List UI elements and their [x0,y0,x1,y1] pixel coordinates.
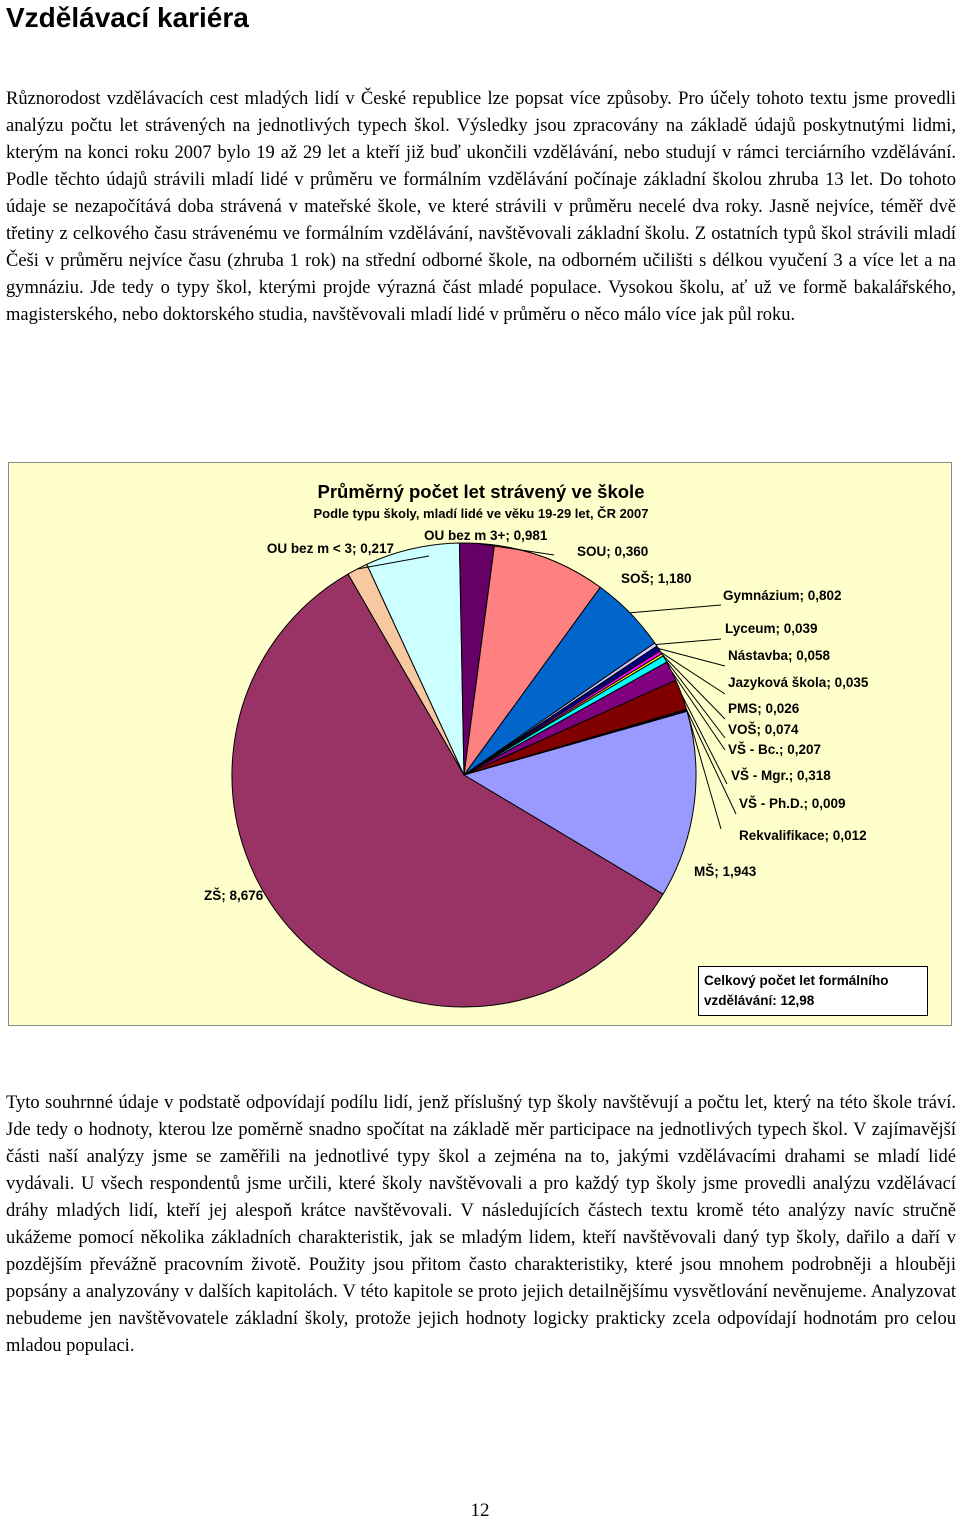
slice-label: Jazyková škola; 0,035 [728,675,869,690]
slice-label: VOŠ; 0,074 [728,722,799,737]
slice-label: MŠ; 1,943 [694,864,757,879]
summary-paragraph: Tyto souhrnné údaje v podstatě odpovídají podílu lidí, jenž příslušný typ školy navštěvují a počtu let, který na této škole tráví. Jde tedy o hodnoty, kterou lze poměrně snadno spočítat na základě měr participace na jednotlivých typech škol. V zajímavější části naší analýzy jsme se zaměřili na jednotlivé typy škol a zejména na to, jakými vzdělávacími drahami se mladí lidé vydávali. U všech respondentů jsme určili, které školy navštěvovali a pro každý typ školy jsme provedli analýzu vzdělávací dráhy mladých lidí, kteří jej alespoň krátce navštěvovali. V následujících částech textu kromě této analýzy navíc stručně ukážeme pomocí několika základních charakteristik, jak se mladým lidem, kteří navštěvovali daný typ školy, dařilo a daří v pozdějším převážně pracovním životě. Použity jsou přitom často charakteristiky, které jsou mnohem podrobněji a hlouběji popsány a analyzovány v dalších kapitolách. V této kapitole se proto jejich detailnějšímu vysvětlování nevěnujeme. Analyzovat nebudeme jen navštěvovatele základní školy, protože jejich hodnoty logicky prakticky zcela odpovídají hodnotám pro celou mladou populaci. [6,1093,956,1356]
total-years-note: Celkový počet let formálního vzdělávání: 12,98 [698,966,928,1016]
leader-line [656,639,721,645]
slice-label: VŠ - Mgr.; 0,318 [731,768,831,783]
slice-label: VŠ - Bc.; 0,207 [728,742,822,757]
slice-label: SOŠ; 1,180 [621,571,692,586]
slice-label: SOU; 0,360 [577,544,649,559]
slice-label: Gymnázium; 0,802 [723,588,842,603]
leader-line [630,605,721,613]
slice-label: VŠ - Ph.D.; 0,009 [739,796,846,811]
slice-label: PMS; 0,026 [728,701,800,716]
intro-paragraph: Různorodost vzdělávacích cest mladých lidí v České republice lze popsat více způsoby. Pro účely tohoto textu jsme provedli analýzu počtu let strávených na jednotlivých typech škol. Výsledky jsou zpracovány na základě údajů poskytnutými lidmi, kterým na konci roku 2007 bylo 19 až 29 let a kteří již buď ukončili vzdělávání, nebo studují v rámci terciárního vzdělávání. Podle těchto údajů strávili mladí lidé v průměru ve formálním vzdělávání počínaje základní školou zhruba 13 let. Do tohoto údaje se nezapočítává doba strávená v mateřské škole, ve které strávili v průměru necelé dva roky. Jasně nejvíce, téměř dvě třetiny z celkového času strávenému ve formálním vzdělávání, navštěvovali základní školu. Z ostatních typů škol strávili mladí Češi v průměru nejvíce času (zhruba 1 rok) na střední odborné škole, na odborném učilišti s délkou vyučení 3 a více let a na gymnáziu. Jde tedy o typy škol, kterými projde výrazná část mladé populace. Vysokou školu, ať už ve formě bakalářského, magisterského, nebo doktorského studia, navštěvovali mladí lidé v průměru o něco málo více jak půl roku. [6,89,956,325]
slice-label: ZŠ; 8,676 [204,888,264,903]
pie-chart [9,463,953,1027]
page-heading: Vzdělávací kariéra [6,2,249,33]
chart-title: Průměrný počet let strávený ve škole [317,481,645,502]
slice-label: Lyceum; 0,039 [725,621,818,636]
slice-label: Rekvalifikace; 0,012 [739,828,867,843]
pie-slices [232,543,696,1007]
slice-label: Nástavba; 0,058 [728,648,831,663]
chart-subtitle: Podle typu školy, mladí lidé ve věku 19-29 let, ČR 2007 [313,506,649,521]
slice-label: OU bez m < 3; 0,217 [266,541,394,556]
pie-chart-panel [8,462,952,1026]
page-number: 12 [470,1500,490,1521]
slice-label: OU bez m 3+; 0,981 [424,528,548,543]
